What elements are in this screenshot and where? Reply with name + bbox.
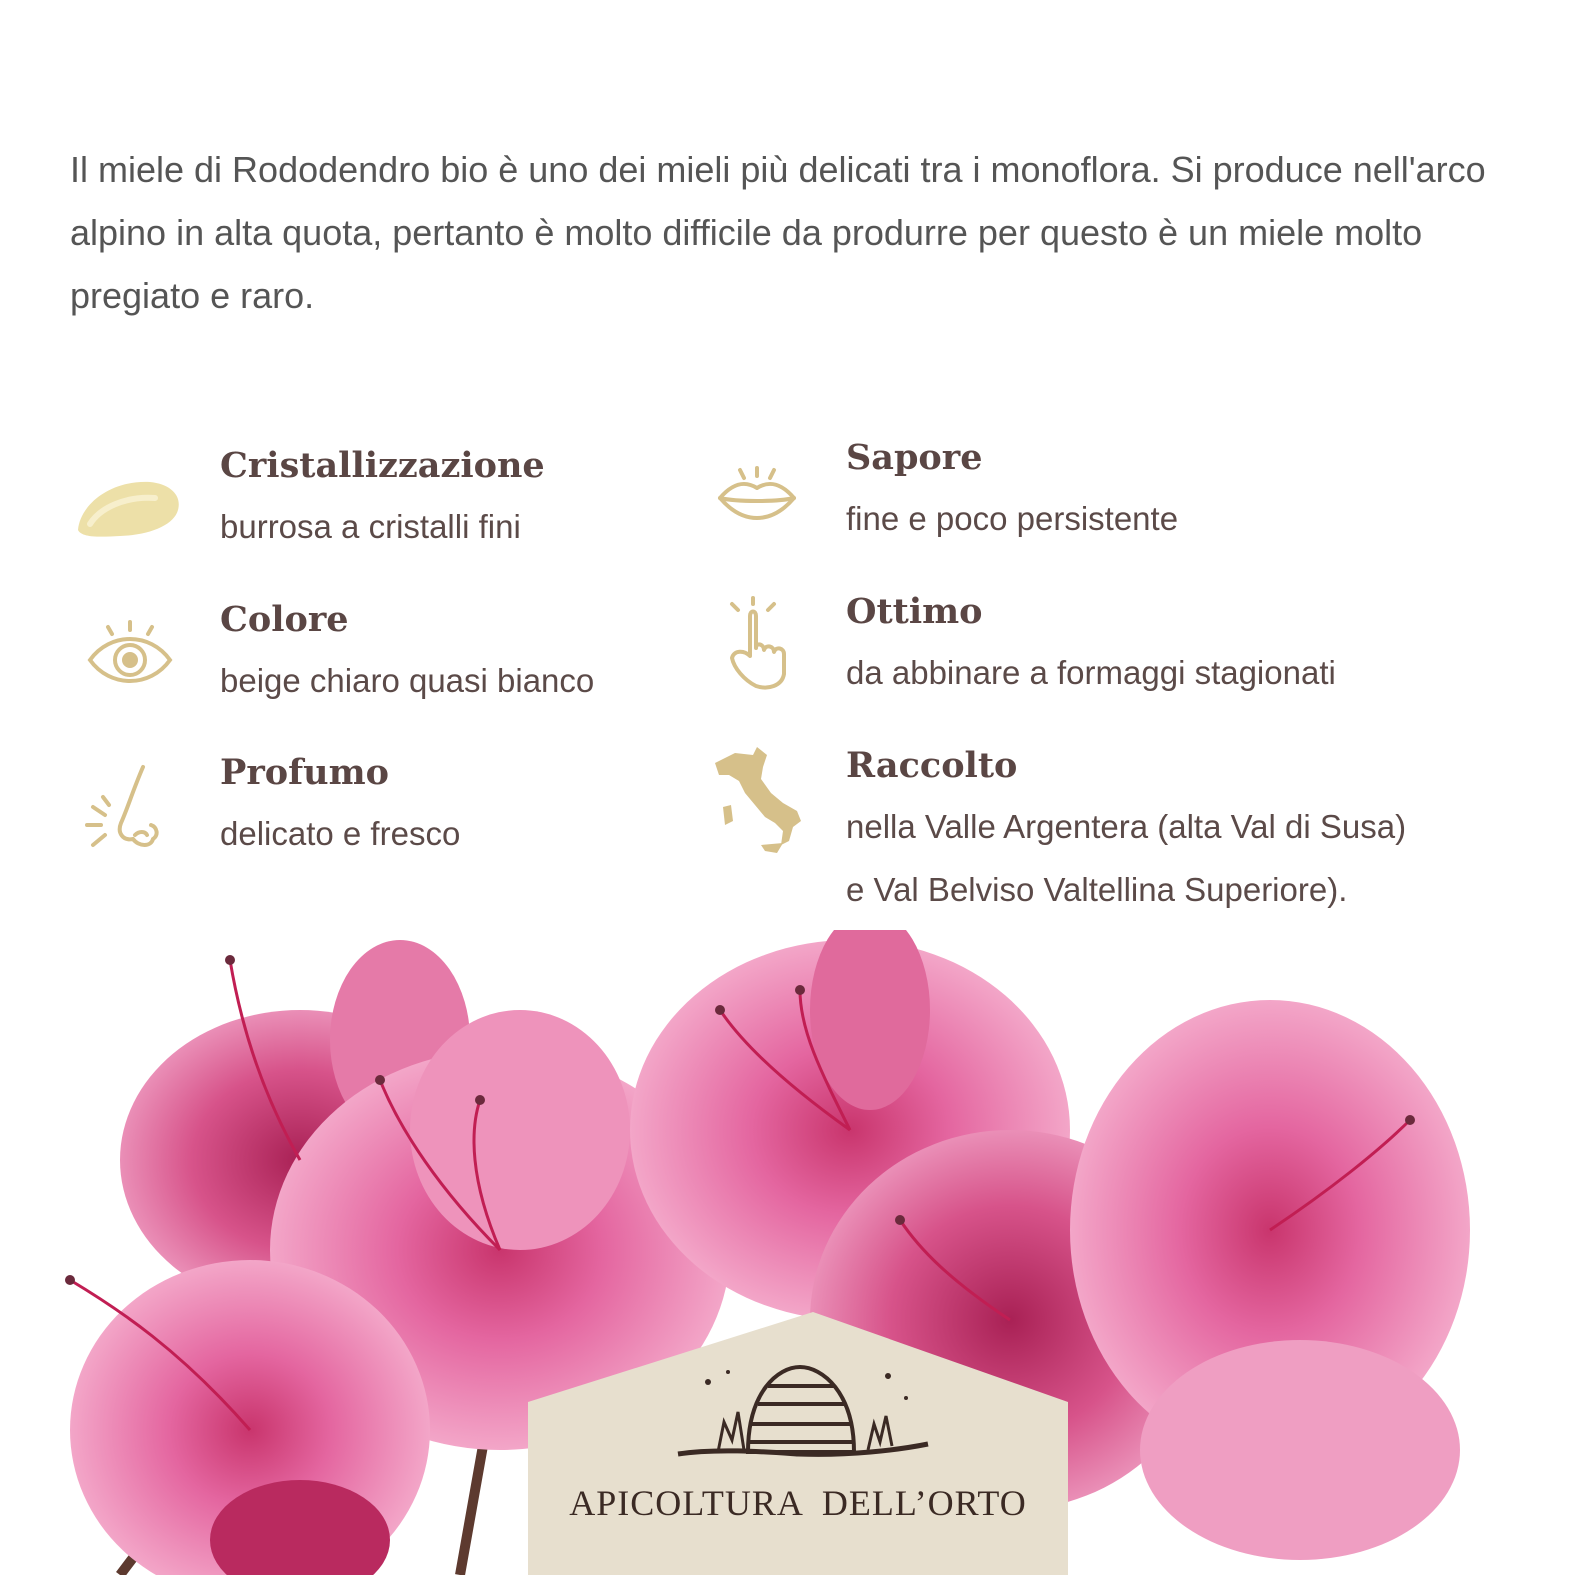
feature-description: fine e poco persistente (846, 500, 1179, 537)
feature-description-line-2: e Val Belviso Valtellina Superiore). (846, 871, 1348, 908)
lips-icon (702, 440, 812, 550)
feature-title: Profumo (220, 752, 389, 793)
eye-icon (75, 602, 185, 712)
italy-map-icon (705, 745, 815, 855)
feature-description-line-1: nella Valle Argentera (alta Val di Susa) (846, 808, 1407, 845)
feature-title: Raccolto (846, 745, 1018, 786)
intro-paragraph: Il miele di Rododendro bio è uno dei mieli più delicati tra i monoflora. Si produce nell'arco alpino in alta quota, pertanto è molto difficile da produrre per questo è un miele molto pregiato e raro. (70, 149, 1486, 316)
nose-icon (75, 755, 185, 865)
brand-logo (528, 1312, 1068, 1575)
feature-title: Cristallizzazione (220, 445, 545, 486)
brand-logo-text: APICOLTURA DELL’ORTO (569, 1483, 1027, 1523)
honey-dollop-icon (70, 450, 180, 560)
pointing-hand-icon (702, 594, 812, 704)
feature-description: delicato e fresco (220, 815, 461, 852)
feature-description: burrosa a cristalli fini (220, 508, 521, 545)
feature-title: Colore (220, 599, 349, 640)
feature-description: beige chiaro quasi bianco (220, 662, 595, 699)
feature-title: Sapore (846, 437, 983, 478)
feature-description: da abbinare a formaggi stagionati (846, 654, 1336, 691)
feature-title: Ottimo (846, 591, 983, 632)
